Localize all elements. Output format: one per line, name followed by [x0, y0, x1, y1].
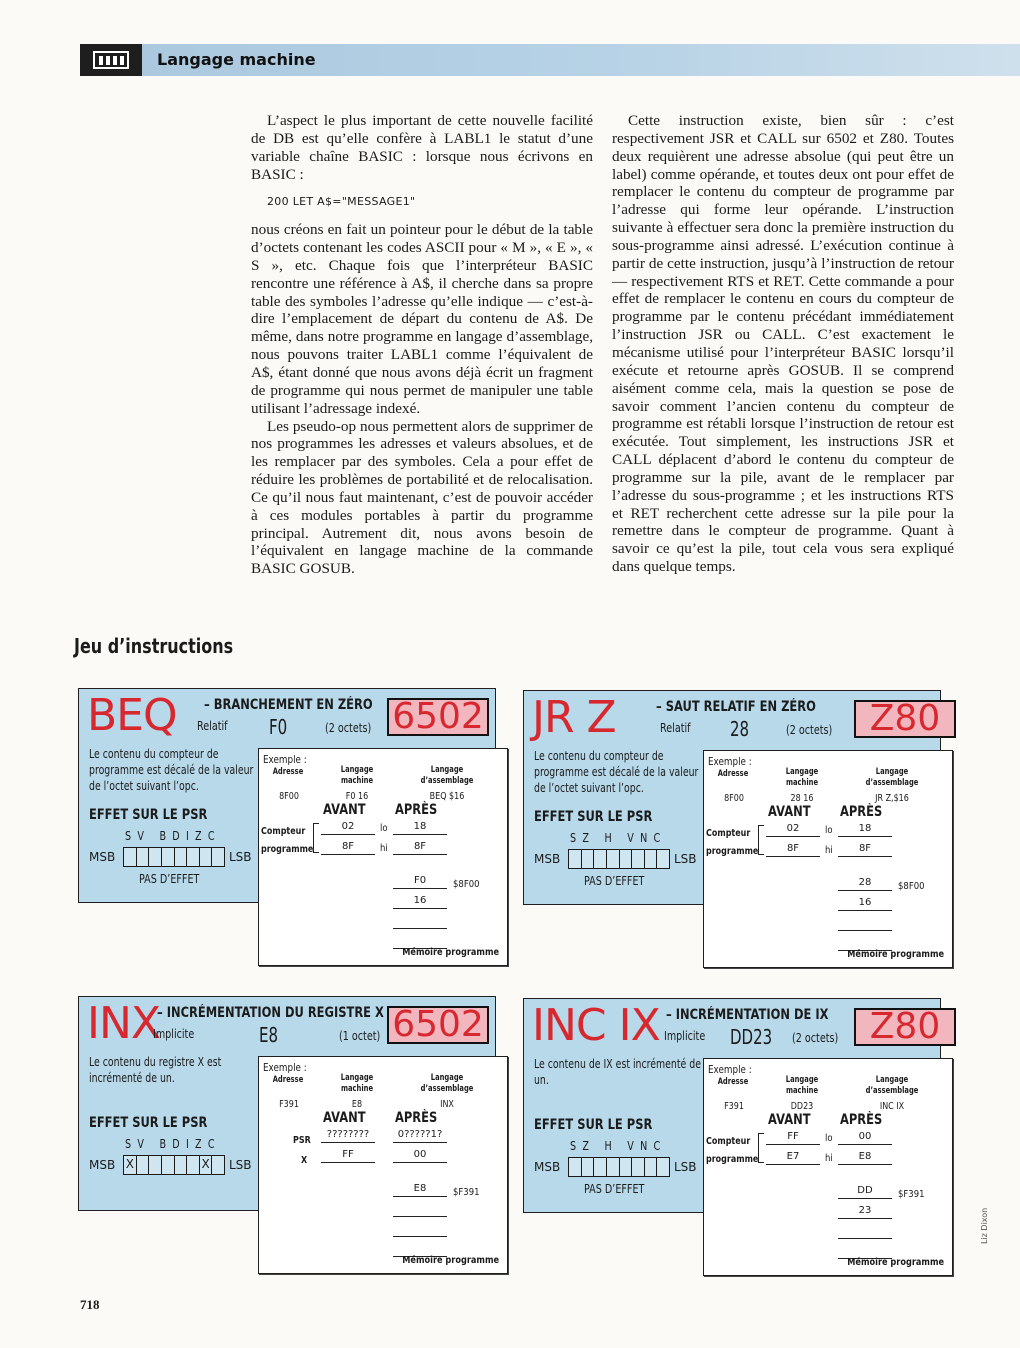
example-machine-code: E8 [351, 1099, 363, 1110]
counter-label: Compteur [261, 826, 306, 837]
memory-cell [393, 913, 447, 929]
after-value: 0?????1? [393, 1127, 447, 1143]
memory-cell: 16 [393, 893, 447, 909]
psr-flags: S Z H V N C [570, 1139, 662, 1153]
example-address: 8F00 [724, 793, 744, 804]
after-value: E8 [838, 1149, 892, 1165]
psr-bit [162, 1156, 175, 1174]
memory-label: Mémoire programme [847, 949, 944, 960]
after-value: 18 [393, 819, 447, 835]
after-label: APRÈS [840, 1112, 883, 1128]
program-label: programme [261, 844, 314, 855]
instruction-description: Le contenu du compteur de programme est décalé de la valeur de l’octet suivant l’opc. [89, 747, 254, 793]
example-label: Exemple : [263, 753, 307, 766]
before-value: FF [766, 1129, 820, 1145]
example-address: F391 [279, 1099, 299, 1110]
byte-side-label: lo [825, 1133, 833, 1144]
assembly-header: Langage d’assemblage [865, 767, 919, 788]
psr-bit [582, 1158, 595, 1176]
before-value: FF [321, 1147, 375, 1163]
before-value: 02 [766, 821, 820, 837]
psr-bit [124, 848, 137, 866]
example-label: Exemple : [708, 1063, 752, 1076]
psr-bit: X [200, 1156, 213, 1174]
msb-label: MSB [89, 1158, 116, 1172]
psr-title: EFFET SUR LE PSR [89, 1115, 208, 1131]
instruction-title: – INCRÉMENTATION DU REGISTRE X [157, 1005, 384, 1021]
lsb-label: LSB [674, 1160, 697, 1174]
memory-cell: 23 [838, 1203, 892, 1219]
psr-title: EFFET SUR LE PSR [534, 1117, 653, 1133]
opcode: F0 [269, 715, 288, 739]
lsb-label: LSB [674, 852, 697, 866]
counter-bracket [758, 825, 764, 855]
psr-register [568, 849, 670, 869]
paragraph: Les pseudo-op nous permettent alors de supprimer de nos programmes les adresses et valeurs absolues, et de les remplacer par des symboles. Cela a pour effet de réduire les problèmes de portabilité et de relocalisation. Ce qu’il nous faut maintenant, c’est de pouvoir accéder à ces modules portables à partir du programme principal. Autrement dit, nous avons besoin de l’équivalent en langage machine de la commande BASIC GOSUB. [251, 417, 593, 578]
byte-side-label: hi [380, 843, 388, 854]
after-label: APRÈS [395, 802, 438, 818]
paragraph: Cette instruction existe, bien sûr : c’est respectivement JSR et CALL sur 6502 et Z80. Toutes deux requièrent une adresse absolue (qui peut être un label) comme opérande, et toutes deux ont pour effet de remplacer le contenu du compteur de programme par l’adresse qui forme leur opérande. L’instruction suivante à effectuer sera donc la première instruction du sous-programme ainsi adressé. L’exécution continue à partir de cette instruction, jusqu’à l’instruction de retour — respectivement RTS et RET. Cette commande a pour effet de remplacer le contenu en cours du compteur de programme par le contenu précédant immédiatement l’instruction JSR ou CALL. C’est exactement le mécanisme utilisé pour l’interpréteur BASIC lorsqu’il exécute et retourne après GOSUB. Il se comprend aisément comme cela, mais la question se pose de savoir comment l’ancien contenu du compteur de programme est rétabli lorsque l’instruction de retour est exécutée. Tout simplement, les instructions JSR et CALL déplacent d’abord le contenu du compteur de programme sur la pile, avant de le remplacer par l’adresse du sous-programme ; et les instructions RTS et RET recherchent cette adresse sur la pile pour la remettre dans le compteur de programme. Quant à savoir ce qu’est la pile, tout cela vous sera expliqué dans quelque temps. [612, 112, 954, 576]
psr-bit [607, 850, 620, 868]
byte-count: (2 octets) [325, 721, 372, 735]
psr-bit [632, 850, 645, 868]
cpu-badge: Z80 [854, 1008, 956, 1046]
example-machine-code: DD23 [790, 1101, 814, 1112]
instruction-card-beq [78, 688, 499, 970]
addressing-mode: Implicite [664, 1029, 706, 1043]
lsb-label: LSB [229, 850, 252, 864]
example-panel [258, 1056, 508, 1274]
memory-label: Mémoire programme [847, 1257, 944, 1268]
assembly-header: Langage d’assemblage [420, 765, 474, 786]
code-line: 200 LET A$="MESSAGE1" [267, 195, 416, 209]
psr-bit [137, 1156, 150, 1174]
text-column-left [251, 112, 593, 578]
byte-side-label: lo [380, 823, 388, 834]
byte-count: (2 octets) [786, 723, 833, 737]
memory-cell: 28 [838, 875, 892, 891]
after-label: APRÈS [840, 804, 883, 820]
section-title: Jeu d’instructions [74, 634, 234, 658]
psr-bit [187, 848, 200, 866]
program-label: programme [706, 1154, 759, 1165]
psr-flags: S Z H V N C [570, 831, 662, 845]
page-number: 718 [80, 1297, 100, 1312]
example-panel [703, 750, 953, 968]
cpu-badge: 6502 [387, 698, 489, 736]
psr-bit [569, 850, 582, 868]
psr-bit [582, 850, 595, 868]
instruction-card-jrz [523, 690, 944, 972]
cpu-badge: Z80 [854, 700, 956, 738]
counter-label: Compteur [706, 1136, 751, 1147]
psr-bit [594, 1158, 607, 1176]
addressing-mode: Relatif [660, 721, 691, 735]
example-panel [703, 1058, 953, 1276]
instruction-title: – BRANCHEMENT EN ZÉRO [204, 697, 373, 713]
no-effect-label: PAS D’EFFET [584, 874, 645, 888]
mnemonic: JR Z [532, 692, 616, 743]
example-assembly: JR Z,$16 [875, 793, 909, 804]
instruction-description: Le contenu de IX est incrémenté de un. [534, 1057, 701, 1087]
example-assembly: INC IX [879, 1101, 905, 1112]
after-value: 8F [393, 839, 447, 855]
psr-title: EFFET SUR LE PSR [534, 809, 653, 825]
example-panel [258, 748, 508, 966]
psr-register [123, 1155, 225, 1175]
psr-bit [162, 848, 175, 866]
psr-flags: S V B D I Z C [125, 829, 217, 843]
psr-bit: X [124, 1156, 137, 1174]
before-label: AVANT [768, 1112, 811, 1128]
header-title: Langage machine [157, 50, 316, 69]
memory-cell [393, 1201, 447, 1217]
after-value: 18 [838, 821, 892, 837]
addressing-mode: Implicite [153, 1027, 195, 1041]
byte-count: (1 octet) [339, 1029, 381, 1043]
example-label: Exemple : [708, 755, 752, 768]
byte-side-label: lo [825, 825, 833, 836]
machine-code-header: Langage machine [785, 1075, 819, 1096]
psr-bit [175, 1156, 188, 1174]
psr-bit [137, 848, 150, 866]
instruction-title: – INCRÉMENTATION DE IX [666, 1007, 829, 1023]
example-label: Exemple : [263, 1061, 307, 1074]
opcode: 28 [730, 717, 750, 741]
psr-bit [149, 1156, 162, 1174]
assembly-header: Langage d’assemblage [420, 1073, 474, 1094]
byte-side-label: hi [825, 1153, 833, 1164]
instruction-card-incix [523, 998, 944, 1280]
msb-label: MSB [534, 852, 561, 866]
example-machine-code: 28 16 [790, 793, 814, 804]
instruction-title: – SAUT RELATIF EN ZÉRO [656, 699, 816, 715]
psr-bit [645, 1158, 658, 1176]
psr-bit [175, 848, 188, 866]
page-header [80, 44, 1020, 76]
before-label: AVANT [768, 804, 811, 820]
memory-cell [838, 915, 892, 931]
address-header: Adresse [717, 1077, 749, 1087]
instruction-description: Le contenu du registre X est incrémenté de un. [89, 1055, 222, 1085]
memory-label: Mémoire programme [402, 947, 499, 958]
x-row-label: X [301, 1155, 308, 1166]
address-header: Adresse [272, 1075, 304, 1085]
machine-code-header: Langage machine [785, 767, 819, 788]
addressing-mode: Relatif [197, 719, 228, 733]
example-assembly: INX [440, 1099, 454, 1110]
address-header: Adresse [272, 767, 304, 777]
psr-register [123, 847, 225, 867]
memory-address: $F391 [898, 1189, 925, 1200]
byte-side-label: hi [825, 845, 833, 856]
psr-bit [620, 850, 633, 868]
psr-bit [594, 850, 607, 868]
msb-label: MSB [534, 1160, 561, 1174]
no-effect-label: PAS D’EFFET [139, 872, 200, 886]
memory-cell: E8 [393, 1181, 447, 1197]
before-value: 02 [321, 819, 375, 835]
psr-bit [212, 1156, 224, 1174]
machine-code-header: Langage machine [340, 1073, 374, 1094]
memory-address: $8F00 [898, 881, 925, 892]
example-address: 8F00 [279, 791, 299, 802]
memory-cell [393, 1221, 447, 1237]
before-value: ???????? [321, 1127, 375, 1143]
psr-bit [657, 850, 669, 868]
before-value: 8F [321, 839, 375, 855]
psr-row-label: PSR [293, 1135, 311, 1146]
memory-cell: 16 [838, 895, 892, 911]
after-label: APRÈS [395, 1110, 438, 1126]
after-value: 00 [838, 1129, 892, 1145]
machine-code-header: Langage machine [340, 765, 374, 786]
mnemonic: INC IX [532, 1000, 660, 1051]
chip-logo-icon [80, 44, 142, 76]
after-value: 8F [838, 841, 892, 857]
opcode: E8 [259, 1023, 279, 1047]
memory-address: $8F00 [453, 879, 480, 890]
memory-cell: DD [838, 1183, 892, 1199]
counter-bracket [313, 823, 319, 853]
before-value: 8F [766, 841, 820, 857]
memory-cell [838, 1223, 892, 1239]
psr-bit [645, 850, 658, 868]
psr-bit [187, 1156, 200, 1174]
instruction-description: Le contenu du compteur de programme est décalé de la valeur de l’octet suivant l’opc. [534, 749, 699, 795]
counter-label: Compteur [706, 828, 751, 839]
psr-bit [607, 1158, 620, 1176]
after-value: 00 [393, 1147, 447, 1163]
example-machine-code: F0 16 [345, 791, 369, 802]
psr-bit [149, 848, 162, 866]
address-header: Adresse [717, 769, 749, 779]
psr-bit [620, 1158, 633, 1176]
memory-address: $F391 [453, 1187, 480, 1198]
psr-bit [200, 848, 213, 866]
byte-count: (2 octets) [792, 1031, 839, 1045]
psr-title: EFFET SUR LE PSR [89, 807, 208, 823]
opcode: DD23 [730, 1025, 773, 1049]
psr-bit [569, 1158, 582, 1176]
before-value: E7 [766, 1149, 820, 1165]
no-effect-label: PAS D’EFFET [584, 1182, 645, 1196]
cpu-badge: 6502 [387, 1006, 489, 1044]
lsb-label: LSB [229, 1158, 252, 1172]
psr-bit [212, 848, 224, 866]
before-label: AVANT [323, 1110, 366, 1126]
msb-label: MSB [89, 850, 116, 864]
program-label: programme [706, 846, 759, 857]
psr-register [568, 1157, 670, 1177]
paragraph: nous créons en fait un pointeur pour le début de la table d’octets contenant les codes ASCII pour « M », « E », « S », etc. Chaque fois que l’interpréteur BASIC rencontre une référence à A$, il cherche dans sa propre table des symboles l’adresse qu’elle indique — c’est-à-dire l’emplacement de départ du contenu de A$. De même, dans notre programme en langage d’assemblage, nous pouvons traiter LABL1 comme l’équivalent de A$, étant donné que nous avons déjà écrit un fragment de programme qui nous permet de manipuler une table utilisant l’adressage indexé. [251, 221, 593, 417]
instruction-card-inx [78, 996, 499, 1278]
paragraph: L’aspect le plus important de cette nouvelle facilité de DB est qu’elle confère à LABL1 le statut d’une variable chaîne BASIC : lorsque nous écrivons en BASIC : [251, 112, 593, 183]
text-column-right [612, 112, 954, 576]
counter-bracket [758, 1133, 764, 1163]
before-label: AVANT [323, 802, 366, 818]
memory-cell: F0 [393, 873, 447, 889]
mnemonic: BEQ [87, 690, 177, 741]
mnemonic: INX [87, 998, 161, 1049]
example-assembly: BEQ $16 [429, 791, 465, 802]
psr-flags: S V B D I Z C [125, 1137, 217, 1151]
illustrator-credit: Liz Dixon [980, 1207, 989, 1244]
assembly-header: Langage d’assemblage [865, 1075, 919, 1096]
psr-bit [657, 1158, 669, 1176]
psr-bit [632, 1158, 645, 1176]
memory-label: Mémoire programme [402, 1255, 499, 1266]
example-address: F391 [724, 1101, 744, 1112]
